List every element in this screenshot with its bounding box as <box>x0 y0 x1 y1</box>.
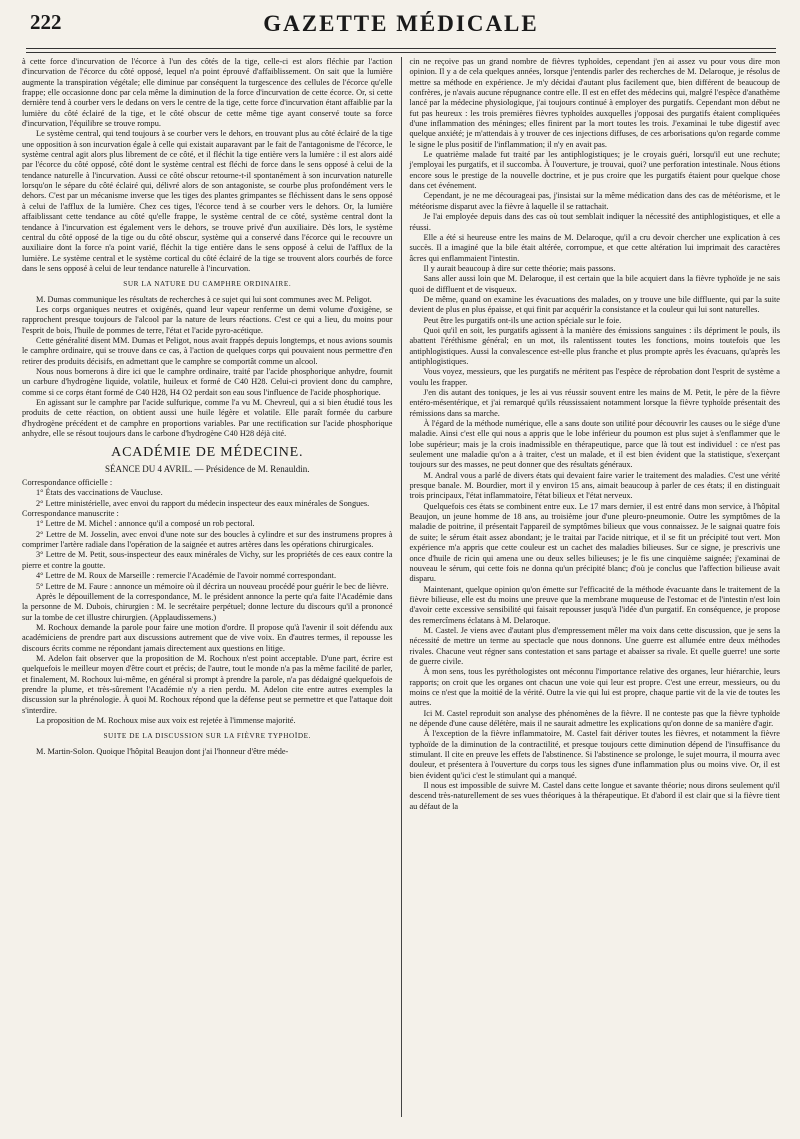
paragraph: Maintenant, quelque opinion qu'on émette sur l'efficacité de la méthode évacuante dans le traitement de la fièvre bilieuse, elle est du moins une preuve que la membrane muqueuse de l'estomac et de l'intestin n'est loin d'avoir cette excessive sensibilité qui faisait repousser jusqu'à l'idée d'un purgatif. En conséquence, je propose des remercîmens éclatans à M. Delaroque. <box>409 584 780 625</box>
paragraph: Vous voyez, messieurs, que les purgatifs ne méritent pas l'espèce de réprobation dont l'esprit de système a voulu les frapper. <box>409 367 780 387</box>
paragraph: Quoi qu'il en soit, les purgatifs agissent à la manière des émissions sanguines : ils dépriment le pouls, ils abattent l'éréthisme général; en un mot, ils ralentissent toutes les fonctions, moins toutefois que les antiphlogistiques. Aussi la convalescence est-elle plus franche et plus prompte après les évacuans, qu'après les antiphlogistiques. <box>409 325 780 366</box>
list-item: 5° Lettre de M. Faure : annonce un mémoire où il décrira un nouveau procédé pour guérir le bec de lièvre. <box>36 581 389 591</box>
paragraph: Elle a été si heureuse entre les mains de M. Delaroque, qu'il a cru devoir chercher une explication à ces succès. Il a imaginé que la bile était altérée, corrompue, et que cette altération lui imprimait des caractères âcres qui enflammaient l'intestin. <box>409 232 780 263</box>
paragraph: Je l'ai employée depuis dans des cas où tout semblait indiquer la nécessité des antiphlogistiques, et elle a réussi. <box>409 212 780 232</box>
paragraph: Il nous est impossible de suivre M. Castel dans cette longue et savante théorie; nous dirons seulement qu'il descend très-naturellement de ses vues théoriques à la thérapeutique. Et d'abord il est clair que si la fièvre tient au défaut de la <box>409 781 780 811</box>
paragraph: M. Rochoux demande la parole pour faire une motion d'ordre. Il propose qu'à l'avenir il soit défendu aux académiciens de prendre part aux discussions autrement que de vive voix. En d'autres termes, il repousse les discours écrits comme ne répondant jamais directement aux questions en litige. <box>22 622 393 653</box>
paragraph: À l'égard de la méthode numérique, elle a sans doute son utilité pour découvrir les causes ou le siége d'une maladie. Ainsi c'est elle qui nous a appris que le lobe inférieur du poumon est plus sujet à s'enflammer que le lobe supérieur; mais je la crois inadmissible en thérapeutique, parce que là tout est individuel : ce n'est pas seulement une maladie qu'on a à traiter, c'est un malade, et il est bien évident que la statistique, s'exerçant toujours sur des masses, ne peut donner que des résultats généraux. <box>409 419 780 470</box>
paragraph: De même, quand on examine les évacuations des malades, on y trouve une bile diffluente, qui par la suite devient de plus en plus épaisse, et qui finit par acquérir la consistance et la couleur qui lui sont naturelles. <box>409 294 780 315</box>
academy-heading: ACADÉMIE DE MÉDECINE. <box>111 445 304 461</box>
paragraph: cin ne reçoive pas un grand nombre de fièvres typhoïdes, cependant j'en ai assez vu pour vous dire mon opinion. Il y a de cela quelques années, lorsque j'entendis parler des recherches de M. Delaroque, je résolus de mettre sa méthode en expérience. Je m'y décidai d'autant plus facilement que, bien différent de beaucoup de confrères, je n'avais aucune répugnance contre elle. Il est en effet des médecins qui, malgré l'espèce d'anathème lancé par la médecine physiologique, j'ai toujours continué à employer des purgatifs. Cependant mon début ne fut pas heureux : les trois premières fièvres typhoïdes auxquelles j'opposai des purgatifs étaient compliquées d'une inflammation des méninges; elles finirent par la mort toutes les trois. J'examinai le tube digestif avec quelque anxiété; je m'attendais à y trouver de ces injections diffuses, de ces arborisations qu'on regarde comme le signe le plus positif de l'inflammation; il n'y en avait pas. <box>409 57 780 149</box>
list-item: 3° Lettre de M. Petit, sous-inspecteur des eaux minérales de Vichy, sur les propriétés de ces eaux contre la pierre et contre la goutte. <box>22 550 393 570</box>
session-line: SÉANCE DU 4 AVRIL. — Présidence de M. Renauldin. <box>104 463 310 474</box>
list-item: 4° Lettre de M. Roux de Marseille : remercie l'Académie de l'avoir nommé correspondant. <box>36 571 337 581</box>
paragraph: La proposition de M. Rochoux mise aux voix est rejetée à l'immense majorité. <box>36 715 296 725</box>
section-heading: SUITE DE LA DISCUSSION SUR LA FIÈVRE TYPHOÏDE. <box>103 732 312 741</box>
section-heading: SUR LA NATURE DU CAMPHRE ORDINAIRE. <box>123 280 292 289</box>
paragraph: Cette généralité disent MM. Dumas et Peligot, nous avait frappés depuis longtemps, et nous avions soumis le camphre ordinaire, qui se trouve dans ce cas, à l'action de quelques corps qui pouvaient nous permettre d'en retirer des produits décisifs, en admettant que le camphre se comportât comme un alcool. <box>22 335 393 366</box>
text-columns <box>22 57 780 1117</box>
right-column <box>402 57 781 1117</box>
paragraph: Nous nous bornerons à dire ici que le camphre ordinaire, traité par l'acide phosphorique anhydre, fournit un carbure d'hydrogène liquide, volatile, huileux et formé de C40 H28. Celui-ci provient donc du camphre, comme si ce corps étant formé de C40 H28, H4 O2 perdait son eau sous l'influence de l'acide phosphorique. <box>22 366 393 397</box>
paragraph: Après le dépouillement de la correspondance, M. le président annonce la perte qu'a faite l'Académie dans la personne de M. Dubois, chirurgien : M. le secrétaire perpétuel; donne lecture du discours qu'il a prononcé sur la tombe de cet illustre chirurgien. (Applaudissemens.) <box>22 591 393 622</box>
paragraph: M. Adelon fait observer que la proposition de M. Rochoux n'est point acceptable. D'une part, écrire est quelquefois le meilleur moyen d'être court et précis; de l'autre, tout le monde n'a pas la même facilité de parler, et finalement, M. Rochoux lui-même, en général si prompt à prendre la parole, n'a pas dédaigné quelquefois de prendre la plume, et très-sûrement l'Académie n'y a rien perdu. M. Adelon cite entre autres exemples la discussion sur la phrénologie. À quoi M. Rochoux répond que la défense peut se permettre et que l'attaque doit s'interdire. <box>22 653 393 715</box>
paragraph: J'en dis autant des toniques, je les ai vus réussir souvent entre les mains de M. Petit, le père de la fièvre entéro-mésentérique, et j'ai remarqué qu'ils réussissaient notamment lorsque la fièvre typhoïde présentait des rémissions dans sa marche. <box>409 388 780 418</box>
paragraph: M. Dumas communique les résultats de recherches à ce sujet qui lui sont communes avec M. Peligot. <box>36 294 372 304</box>
header-rule <box>26 48 776 53</box>
list-item: 1° États des vaccinations de Vaucluse. <box>36 488 163 498</box>
paragraph: Les corps organiques neutres et oxigénés, quand leur vapeur renferme un demi volume d'oxigène, se rapprochent presque toujours de l'alcool par la nature de leurs réactions. C'est ce qui a lieu, du moins pour l'esprit de bois, l'huile de pommes de terre, l'état et l'acide pyro-acétique. <box>22 304 393 335</box>
list-item: 1° Lettre de M. Michel : annonce qu'il a composé un rob pectoral. <box>36 519 255 529</box>
paragraph: Cependant, je ne me décourageai pas, j'insistai sur la même médication dans des cas de météorisme, et le météorisme disparut avec la fièvre à laquelle il se rattachait. <box>409 191 780 211</box>
paragraph: M. Castel. Je viens avec d'autant plus d'empressement mêler ma voix dans cette discussion, que je sens la nécessité de mettre un terme au spectacle que nous donnons. Une guerre est allumée entre deux méthodes rivales. Chacune veut régner sans contestation et sans partage et abaisser sa rivale. Et quelle guerre! une sorte de guerre civile. <box>409 625 780 666</box>
publication-title: GAZETTE MÉDICALE <box>263 11 539 36</box>
list-item: 2° Lettre ministérielle, avec envoi du rapport du médecin inspecteur des eaux minérales de Songues. <box>36 498 370 508</box>
paragraph: Sans aller aussi loin que M. Delaroque, il est certain que la bile acquiert dans la fièvre typhoïde je ne sais quoi de diffluent et de visqueux. <box>409 274 780 294</box>
list-heading: Correspondance manuscrite : <box>22 509 119 519</box>
paragraph: Il y aurait beaucoup à dire sur cette théorie; mais passons. <box>423 263 616 273</box>
paragraph: Quelquefois ces états se combinent entre eux. Le 17 mars dernier, il est entré dans mon service, à l'hôpital Beaujon, un jeune homme de 18 ans, au troisième jour d'une pleuro-pneumonie. Outre les symptômes de la maladie de poitrine, il présentait l'appareil de symptômes bilieux que vous connaissez. Je le saignai quatre fois de suite; le sérum était assez abondant; je le traitai par l'acide nitrique, et il se fit un précipité tout vert. Mon expérience m'a appris que cette couleur est un cachet des maladies bilieuses. Sur ce signe, je prescrivis une once d'huile de ricin qui amena une ou deux selles bilieuses; je le fis une cinquième saignée; j'examinai de nouveau le sérum, qui cette fois ne donna qu'un précipité blanc; d'où je conclus que l'affection bilieuse avait disparu. <box>409 501 780 584</box>
page-header <box>22 8 780 48</box>
left-column <box>22 57 402 1117</box>
paragraph: M. Andral vous a parlé de divers états qui devaient faire varier le traitement des maladies. C'est une vérité presque banale. M. Bourdier, mort il y environ 15 ans, aimait beaucoup à parler de ces états; il en distinguait trois principaux, l'état inflammatoire, l'état bilieux et l'état nerveux. <box>409 470 780 501</box>
paragraph: À l'exception de la fièvre inflammatoire, M. Castel fait dériver toutes les fièvres, et notamment la fièvre typhoïde de la diminution de la contractilité, et presque toujours cette diminution dépend de l'insuffisance du stimulant. Il cite en preuve les effets de l'abstinence. Si l'abstinence se prolonge, le sujet mourra, il mourra avec douleur, et présentera à l'ouverture du corps tous les signes d'une inflammation plus ou moins vive. Or, il est bien évident qu'ici c'est le stimulant qui a manqué. <box>409 729 780 780</box>
paragraph: Le quatrième malade fut traité par les antiphlogistiques; je le croyais guéri, lorsqu'il eut une rechute; j'employai les purgatifs, et il succomba. À l'ouverture, je trouvai, quoi? une perforation intestinale. Nous étions encore sous le prestige de la nouvelle doctrine, et je pus croire que les purgatifs étaient pour quelque chose dans cet événement. <box>409 150 780 191</box>
paragraph: En agissant sur le camphre par l'acide sulfurique, comme l'a vu M. Chevreul, qui a si bien étudié tous les produits de cette réaction, on obtient aussi une huile légère et volatile. Elle paraît formée du carbure d'hydrogène précédent et de camphre en proportions variables. Par une rectification sur l'acide phosphorique anhydre, elle se résout toujours dans le carbone d'hydrogène C40 H28 déjà cité. <box>22 398 393 439</box>
paragraph: Ici M. Castel reproduit son analyse des phénomènes de la fièvre. Il ne conteste pas que la fièvre typhoïde ne dépende d'une cause délétère, mais il ne saurait admettre les explications qu'on donne de sa manière d'agir. <box>409 708 780 728</box>
list-item: 2° Lettre de M. Josselin, avec envoi d'une note sur des boucles à cylindre et sur des instrumens propres à comprimer l'artère radiale dans l'opération de la saignée et autres artères dans les opérations chirurgicales. <box>22 529 393 550</box>
paragraph: M. Martin-Solon. Quoique l'hôpital Beaujon dont j'ai l'honneur d'être méde- <box>36 746 289 756</box>
paragraph: à cette force d'incurvation de l'écorce à l'un des côtés de la tige, celle-ci est alors fléchie par l'action d'incurvation de l'écorce du côté opposé, lequel n'a point éprouvé d'affaiblissement. On sait que la lumière augmente la transpiration végétale; elle diminue par conséquent la turgescence des cellules de l'écorce qu'elle frappe; elle occasionne donc par cela même la diminution de la force d'incurvation de cette écorce. Or, si cette dernière tend à courber vers le dedans on vers le centre de la tige, cette force d'incurvation étant affaiblie par la lumière du côté éclairé de la tige, et le côté obscur de cette même tige ayant conservé toute sa force d'incurvation, l'équilibre se trouve rompu. <box>22 57 393 129</box>
paragraph: Peut être les purgatifs ont-ils une action spéciale sur le foie. <box>423 315 622 325</box>
list-heading: Correspondance officielle : <box>22 478 113 488</box>
paragraph: À mon sens, tous les pyréthologistes ont méconnu l'importance relative des organes, leur hiérarchie, leurs rapports; on croit que les organes ont chacun une voie qui leur est propre. C'est une erreur, messieurs, ou du moins ce n'est que la moitié de la vérité. Outre la vie qui lui est propre, chaque partie vit de la vie de toutes les autres. <box>409 667 780 708</box>
paragraph: Le système central, qui tend toujours à se courber vers le dehors, en trouvant plus au côté éclairé de la tige une opposition à son incurvation égale à celle qui existait auparavant par le fait de l'antagonisme de l'écorce, le système central agit alors plus librement de ce côté, et il fléchit la tige entière vers la lumière : il est alors aidé par l'écorce du côté opposé, côté dont le système central est fléchi de force dans le sens opposé à celui de la tendance naturelle à l'incurvation. Aussi ce côté obscur retourne-t-il spontanément à son incurvation naturelle lorsqu'on le sépare du côté éclairé qui, délivré alors de son antagoniste, se courbe plus profondément vers le dehors. C'est par un mécanisme inverse que les tiges des plantes grimpantes se fléchissent dans le sens opposé à celui de l'afflux de la lumière. Chez ces tiges, l'écorce tend à se courber vers le dehors. Or, la lumière affaiblissant cette tendance au côté qu'elle frappe, le système central de ce côté, système central dont la tendance à l'incurvation est également vers le dehors, se trouve privé d'un auxiliaire. Dès lors, le système central du côté opposé de la tige ou du côté obscur, système qui a conservé dans l'écorce qui le recouvre un auxiliaire dont la force n'a point varié, fléchit la tige entière dans le sens opposé à celui de l'afflux de la lumière. Le système central et le système cortical du côté éclairé de la tige se trouvent alors courbés de force dans le sens opposé à celui de leur tendance naturelle à l'incurvation. <box>22 129 393 273</box>
page-number: 222 <box>30 10 62 34</box>
